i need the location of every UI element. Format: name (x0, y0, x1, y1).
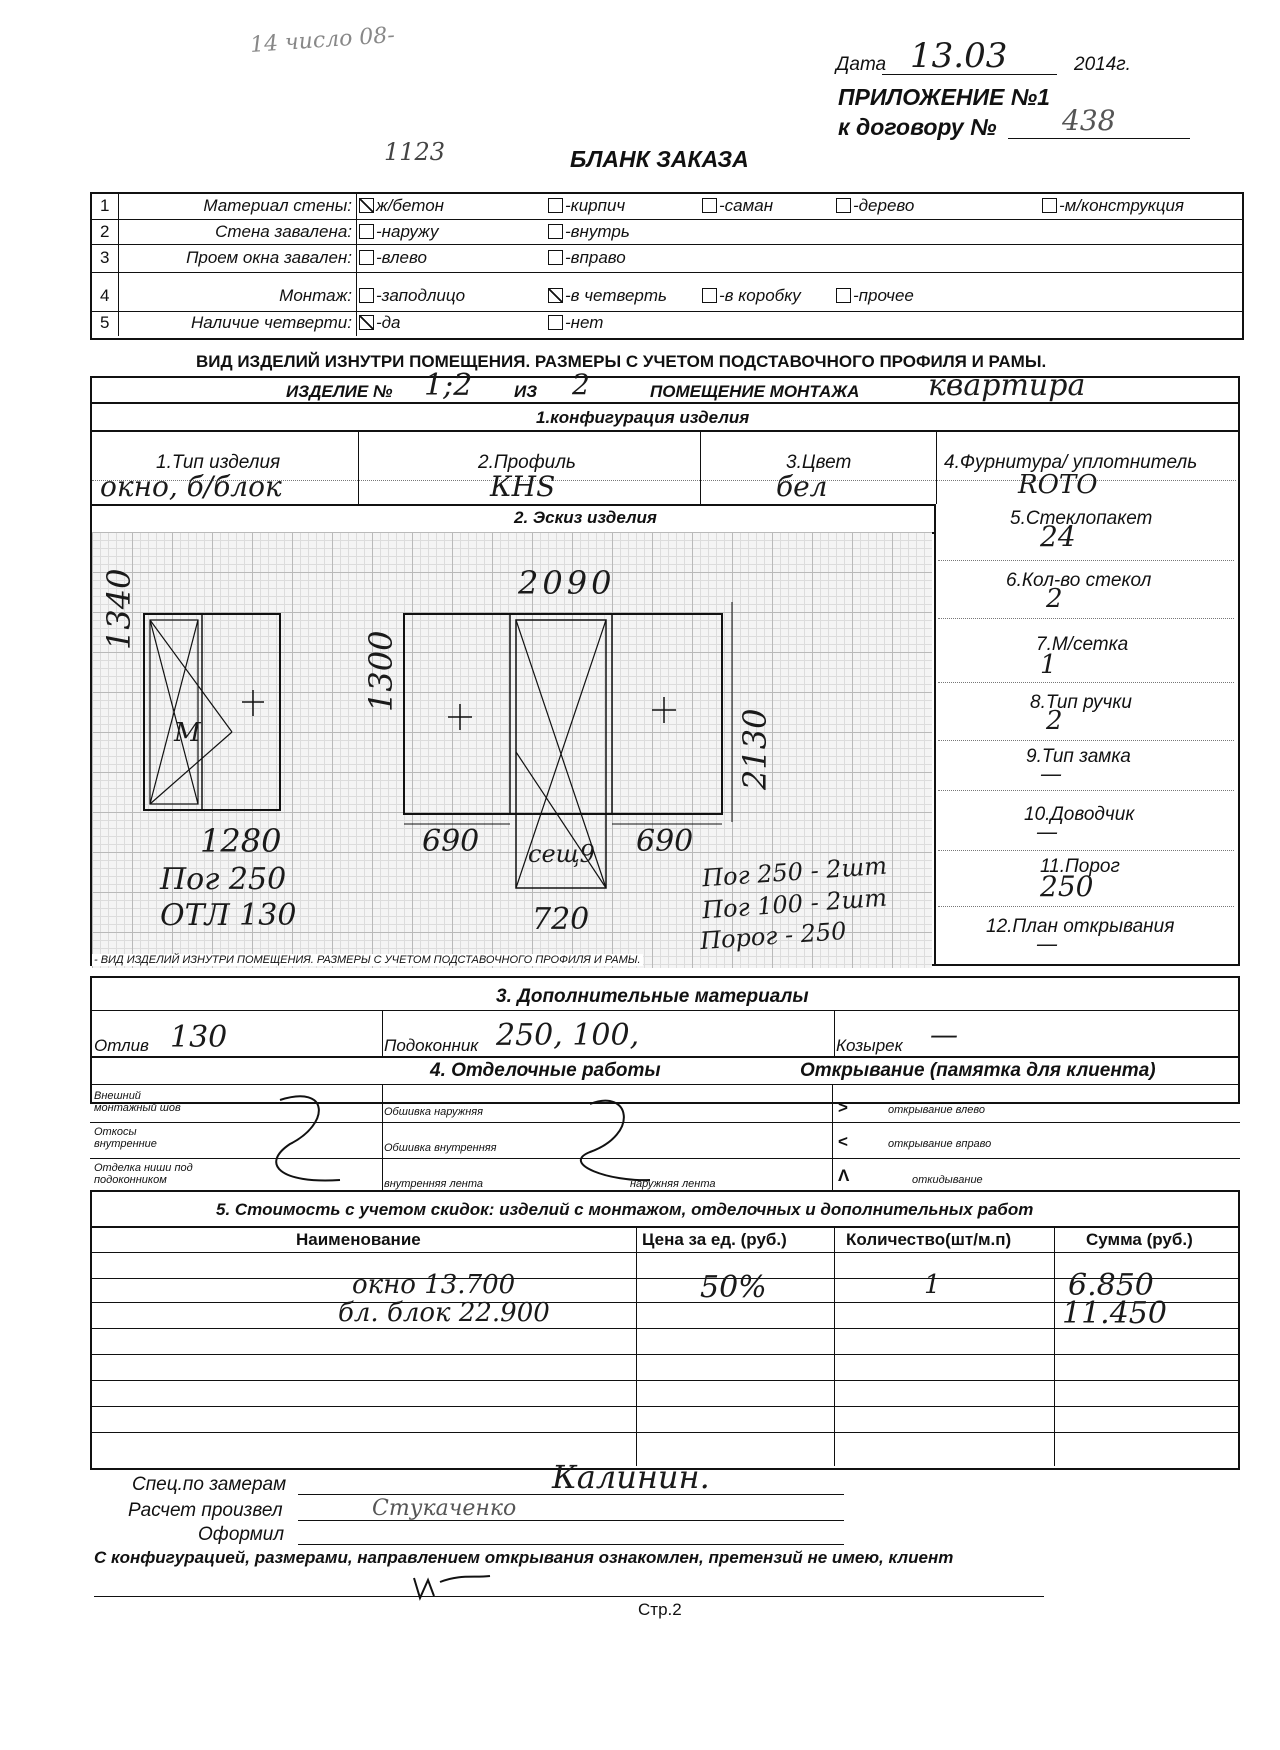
year: 2014г. (1074, 54, 1131, 75)
row-number: 1 (100, 196, 110, 215)
appendix-title: ПРИЛОЖЕНИЕ №1 (838, 84, 1050, 110)
quarter-label: Наличие четверти: (191, 313, 352, 332)
color-label: 3.Цвет (786, 452, 852, 473)
date-label: Дата (836, 54, 887, 75)
side-note: 1123 (384, 138, 446, 166)
measure-signature: Калинин. (552, 1458, 710, 1496)
w2-left-width: 690 (422, 824, 480, 859)
visor-label: Козырек (836, 1036, 903, 1055)
finish-row-label: Отделка ниши под подоконником (94, 1162, 193, 1186)
opt-other[interactable]: -прочее (836, 286, 914, 306)
col-header-sum: Сумма (руб.) (1086, 1230, 1193, 1249)
opt-left[interactable]: -влево (359, 248, 427, 268)
door-width: 720 (532, 902, 590, 937)
w2-right-height: 2130 (736, 708, 774, 790)
w2-height: 1300 (362, 630, 400, 712)
checkbox-checked-icon (359, 198, 374, 213)
materials-title: 3. Дополнительные материалы (496, 986, 809, 1007)
row-qty: 1 (924, 1270, 941, 1300)
door-label: сещ9 (528, 840, 595, 868)
calc-label: Расчет произвел (128, 1500, 283, 1521)
profile-label: 2.Профиль (478, 452, 576, 473)
opt-box[interactable]: -в коробку (702, 286, 801, 306)
checkbox-icon (548, 224, 563, 239)
row-sum: 11.450 (1062, 1296, 1167, 1331)
checkbox-icon (1042, 198, 1057, 213)
open-left-symbol: > (838, 1098, 848, 1117)
opt-yes[interactable]: -да (359, 313, 401, 333)
checkbox-icon (548, 198, 563, 213)
finishing-title: 4. Отделочные работы (430, 1060, 661, 1081)
wall-material-label: Материал стены: (203, 196, 352, 215)
checkbox-icon (836, 198, 851, 213)
w2-note-sill-100: Пог 100 - 2шт (701, 883, 888, 925)
drip-value: 130 (170, 1020, 228, 1055)
squiggle-mark (581, 1101, 650, 1180)
finishing-handwriting (90, 1084, 832, 1190)
fittings-value: ROTO (1018, 470, 1098, 500)
tilt-text: откидывание (912, 1174, 983, 1186)
w1-height: 1340 (100, 568, 138, 650)
checkbox-checked-icon (359, 315, 374, 330)
param-value: 24 (1040, 520, 1076, 553)
sill-label: Подоконник (384, 1036, 479, 1055)
w2-note-sill-250: Пог 250 - 2шт (701, 851, 888, 893)
col-header-qty: Количество(шт/м.п) (846, 1230, 1012, 1249)
fittings-label: 4.Фурнитура/ уплотнитель (944, 452, 1198, 473)
row-number: 5 (100, 313, 110, 332)
param-label: 7.М/сетка (1036, 634, 1129, 655)
form-title: БЛАНК ЗАКАЗА (570, 146, 749, 172)
client-signature (410, 1568, 500, 1602)
w2-right-width: 690 (636, 824, 694, 859)
checkbox-icon (359, 250, 374, 265)
checkbox-icon (836, 288, 851, 303)
param-label: 10.Доводчик (1024, 804, 1135, 825)
w2-note-threshold: Порог - 250 (699, 916, 848, 956)
window-2-frame (404, 614, 722, 814)
w1-note-drip: ОТЛ 130 (160, 898, 297, 933)
w1-note-sill: Пог 250 (160, 862, 287, 897)
drip-label: Отлив (94, 1036, 149, 1055)
row-number: 3 (100, 248, 110, 267)
opt-brick[interactable]: -кирпич (548, 196, 625, 216)
mounting-label: Монтаж: (279, 286, 352, 305)
param-label: 8.Тип ручки (1030, 692, 1132, 713)
of-value: 2 (572, 368, 590, 401)
opt-concrete[interactable]: ж/бетон (359, 196, 444, 216)
profile-value: КНS (490, 470, 556, 503)
checkbox-icon (702, 288, 717, 303)
param-label: 9.Тип замка (1026, 746, 1131, 767)
finish-mid-label: Обшивка наружняя (384, 1106, 484, 1118)
tilt-symbol: Λ (838, 1166, 850, 1185)
param-label: 12.План открывания (986, 916, 1175, 937)
wall-tilt-label: Стена завалена: (215, 222, 352, 241)
checkbox-icon (359, 224, 374, 239)
w2-top-width: 2090 (518, 564, 616, 602)
row-price: 50% (700, 1270, 767, 1305)
finish-row-label: Внешний монтажный шов (94, 1090, 181, 1114)
product-label: ИЗДЕЛИЕ № (286, 382, 393, 401)
type-label: 1.Тип изделия (156, 452, 281, 473)
param-value: — (1036, 932, 1058, 957)
opt-wood[interactable]: -дерево (836, 196, 914, 216)
room-value: квартира (928, 368, 1086, 403)
product-number: 1;2 (424, 368, 473, 403)
room-label: ПОМЕЩЕНИЕ МОНТАЖА (650, 382, 860, 401)
made-label: Оформил (198, 1524, 285, 1545)
row-sum: 6.850 (1068, 1268, 1154, 1303)
config-title: 1.конфигурация изделия (536, 408, 750, 427)
param-value: 2 (1046, 584, 1063, 614)
sketch-footer: - ВИД ИЗДЕЛИЙ ИЗНУТРИ ПОМЕЩЕНИЯ. РАЗМЕРЫ С УЧЕТОМ ПОДСТАВОЧНОГО ПРОФИЛЯ И РАМЫ. (94, 954, 641, 966)
calc-signature: Стукаченко (372, 1496, 517, 1521)
page-number: Стр.2 (638, 1600, 682, 1619)
opt-metal[interactable]: -м/конструкция (1042, 196, 1184, 216)
param-value: 250 (1040, 870, 1094, 903)
cost-title: 5. Стоимость с учетом скидок: изделий с монтажом, отделочных и дополнительных работ (216, 1200, 1034, 1219)
checkbox-icon (359, 288, 374, 303)
checkbox-icon (702, 198, 717, 213)
outer-tape-label: наружняя лента (630, 1178, 716, 1190)
col-header-name: Наименование (296, 1230, 421, 1249)
measure-label: Спец.по замерам (132, 1474, 287, 1495)
w1-m-label: M (174, 718, 201, 748)
window-1-open-line (150, 620, 232, 732)
corner-note: 14 число 08- (249, 22, 396, 59)
opt-quarter[interactable]: -в четверть (548, 286, 667, 306)
row-number: 4 (100, 286, 110, 305)
type-value: окно, б/блок (100, 470, 282, 503)
opening-memo-title: Открывание (памятка для клиента) (800, 1060, 1156, 1081)
param-value: — (1036, 820, 1058, 845)
sill-value: 250, 100, (496, 1018, 640, 1053)
opt-adobe[interactable]: -саман (702, 196, 773, 216)
sketch-title: 2. Эскиз изделия (514, 508, 657, 527)
of-label: ИЗ (514, 382, 538, 401)
opening-tilt-label: Проем окна завален: (186, 248, 352, 267)
contract-label: к договору № (838, 114, 997, 140)
param-label: 6.Кол-во стекол (1006, 570, 1152, 591)
window-1-frame (144, 614, 280, 810)
checkbox-icon (548, 315, 563, 330)
view-title: ВИД ИЗДЕЛИЙ ИЗНУТРИ ПОМЕЩЕНИЯ. РАЗМЕРЫ С УЧЕТОМ ПОДСТАВОЧНОГО ПРОФИЛЯ И РАМЫ. (196, 352, 1047, 371)
opt-outward[interactable]: -наружу (359, 222, 438, 242)
param-label: 5.Стеклопакет (1010, 508, 1153, 529)
param-label: 11.Порог (1040, 856, 1120, 877)
agreement-text: С конфигурацией, размерами, направлением открывания ознакомлен, претензий не имею, клиент (94, 1548, 954, 1567)
squiggle-mark (276, 1096, 340, 1180)
finish-row-label: Откосы внутренние (94, 1126, 157, 1150)
finish-mid-label: внутренняя лента (384, 1178, 484, 1190)
row-name: бл. блок 22.900 (338, 1298, 550, 1328)
checkbox-icon (548, 250, 563, 265)
param-value: — (1040, 762, 1062, 787)
finish-mid-label: Обшивка внутренняя (384, 1142, 497, 1154)
open-right-symbol: < (838, 1132, 848, 1151)
opt-right[interactable]: -вправо (548, 248, 626, 268)
open-right-text: открывание вправо (888, 1138, 992, 1150)
contract-number: 438 (1062, 104, 1116, 137)
checkbox-checked-icon (548, 288, 563, 303)
w1-width: 1280 (200, 822, 282, 860)
opt-inward[interactable]: -внутрь (548, 222, 630, 242)
color-value: бел (776, 470, 828, 503)
param-value: 2 (1046, 706, 1063, 736)
col-header-price: Цена за ед. (руб.) (642, 1230, 787, 1249)
date-value: 13.03 (910, 36, 1008, 76)
opt-flush[interactable]: -заподлицо (359, 286, 465, 306)
row-name: окно 13.700 (352, 1270, 516, 1300)
visor-value: — (930, 1018, 958, 1051)
opt-no[interactable]: -нет (548, 313, 603, 333)
param-value: 1 (1040, 650, 1057, 680)
row-number: 2 (100, 222, 110, 241)
open-left-text: открывание влево (888, 1104, 985, 1116)
